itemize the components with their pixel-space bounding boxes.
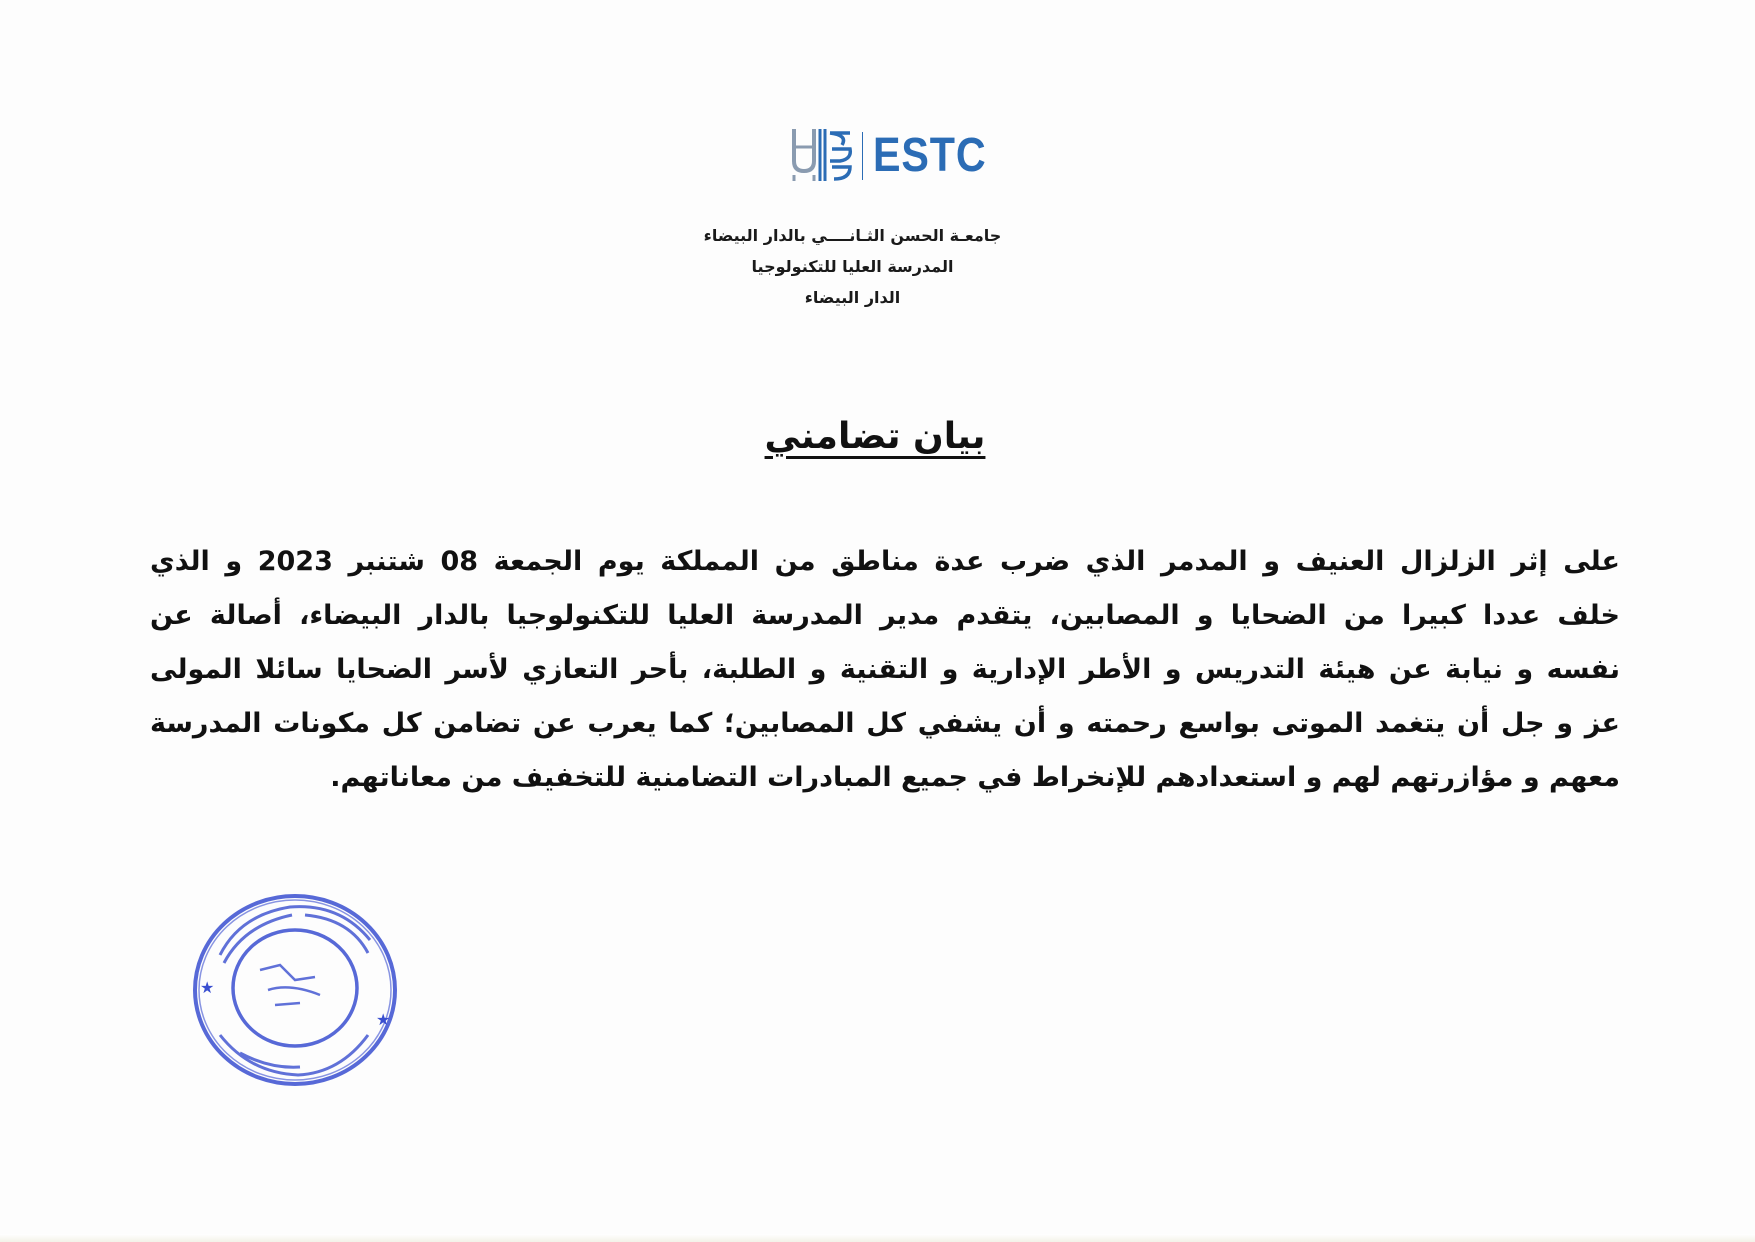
scan-edge — [0, 1234, 1755, 1242]
svg-text:★: ★ — [200, 978, 215, 997]
statement-body — [150, 535, 1620, 805]
document-title — [660, 412, 1090, 462]
body-line-4: عز و جل أن يتغمد الموتى بواسع رحمته و أن يشفي كل المصابين؛ كما يعرب عن تضامن كل مكونات المدرسة — [150, 708, 1620, 739]
body-line-1: على إثر الزلزال العنيف و المدمر الذي ضرب عدة مناطق من المملكة يوم الجمعة 08 شتنبر 2023 و الذي — [150, 546, 1620, 577]
logo-text: ESTC — [872, 129, 987, 182]
logo-separator — [862, 132, 863, 180]
title-text: بيان تضامني — [764, 416, 986, 457]
body-line-5: معهم و مؤازرتهم لهم و استعدادهم للإنخراط في جميع المبادرات التضامنية للتخفيف من معاناتهم. — [330, 762, 1620, 793]
official-stamp-icon — [180, 885, 410, 1095]
body-line-2: خلف عددا كبيرا من الضحايا و المصابين، يتقدم مدير المدرسة العليا للتكنولوجيا بالدار البيضاء، أصالة عن — [150, 600, 1620, 631]
estc-logo — [790, 126, 1005, 186]
svg-text:★: ★ — [376, 1010, 391, 1029]
body-line-3: نفسه و نيابة عن هيئة التدريس و الأطر الإدارية و التقنية و الطلبة، بأحر التعازي لأسر الضحايا سائلا المولى — [150, 654, 1620, 685]
university-name: جامعـة الحسن الثـانــــي بالدار البيضاء — [703, 226, 1002, 245]
school-name: المدرسة العليا للتكنولوجيا — [751, 257, 954, 276]
city-name: الدار البيضاء — [804, 288, 901, 307]
institution-header — [640, 220, 1065, 313]
university-monogram-icon — [790, 125, 854, 187]
